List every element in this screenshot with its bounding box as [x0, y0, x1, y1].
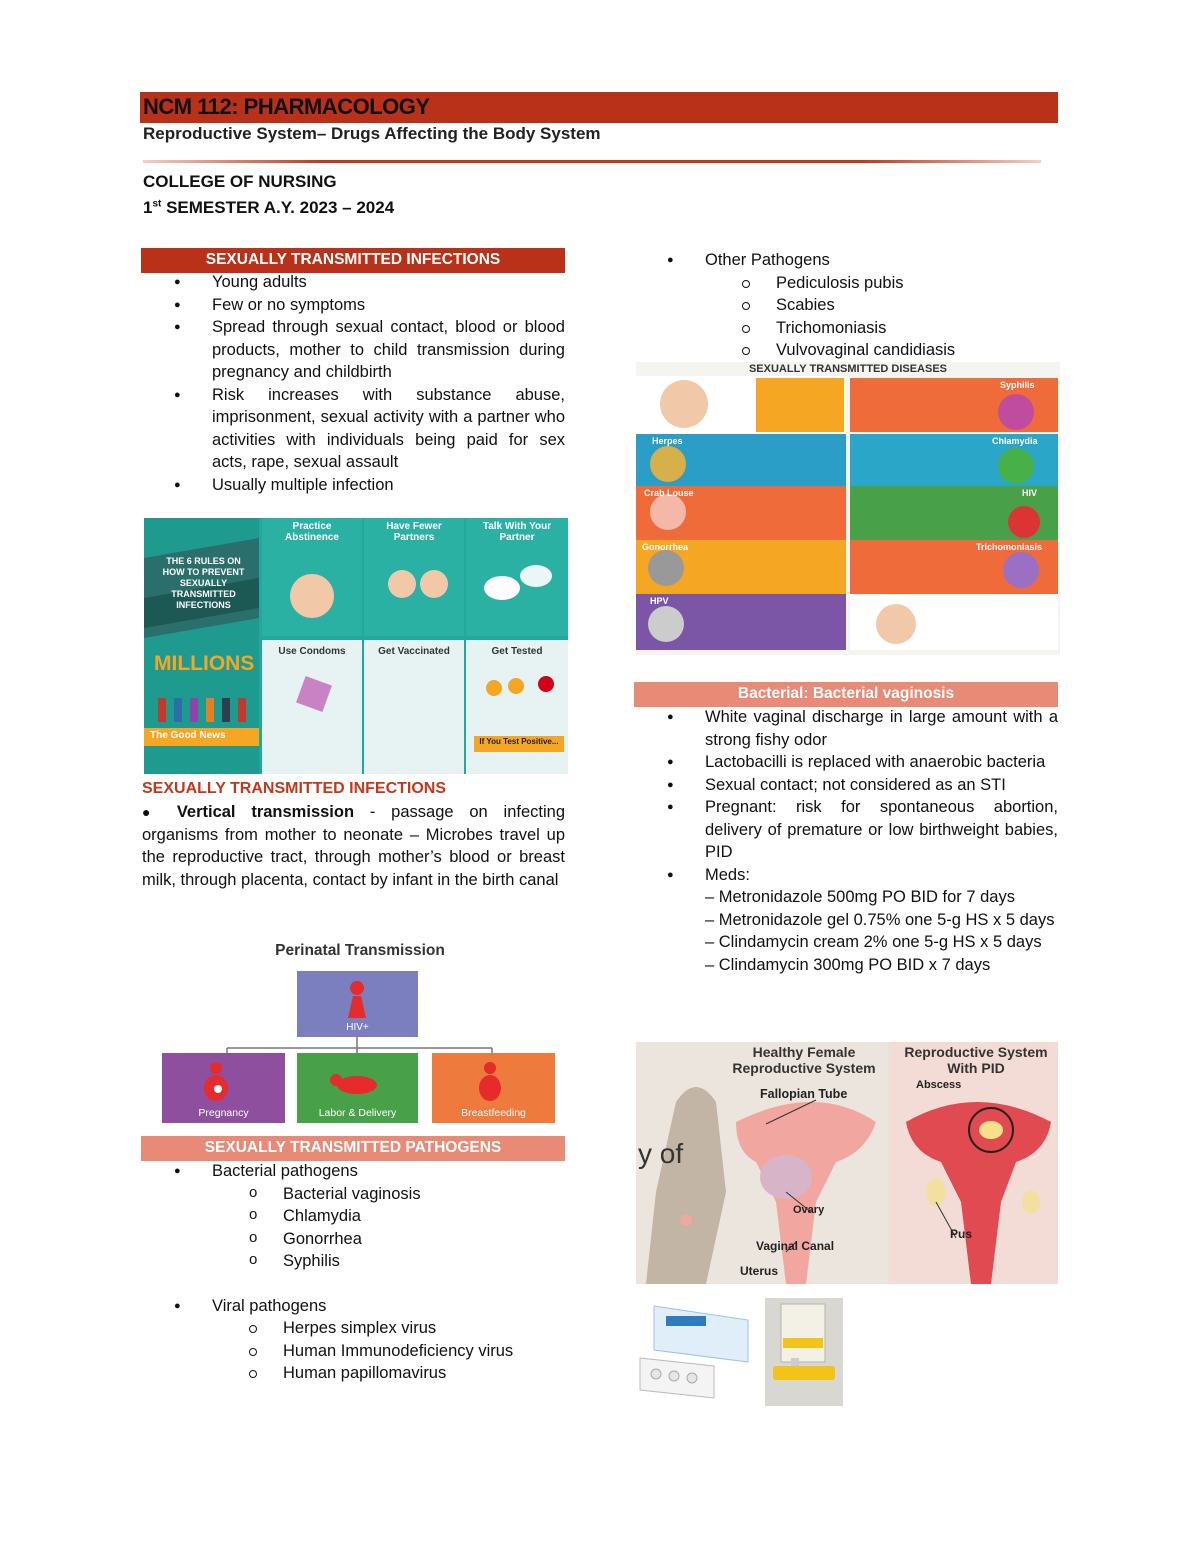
panel-use-condoms: Use Condoms	[278, 646, 346, 657]
list-item: Human papillomavirus	[141, 1362, 565, 1385]
panel-get-vaccinated: Get Vaccinated	[378, 646, 450, 657]
med-line: – Clindamycin cream 2% one 5-g HS x 5 days	[705, 933, 1042, 951]
clindamycin-cream-photo	[765, 1298, 843, 1406]
syphilis-label: Syphilis	[1000, 380, 1035, 390]
sti-section-bar: SEXUALLY TRANSMITTED INFECTIONS	[141, 248, 565, 273]
perinatal-transmission-diagram	[160, 940, 560, 1125]
list-item: ● White vaginal discharge in large amount with a strong fishy odor	[634, 706, 1058, 751]
good-news-label: The Good News	[150, 730, 226, 741]
other-pathogens-list	[634, 249, 1058, 362]
vertical-transmission-term: Vertical transmission	[176, 803, 355, 821]
pack-photo-graphic	[636, 1298, 758, 1406]
list-item: o Syphilis	[141, 1250, 565, 1273]
list-item: ● Young adults	[141, 271, 565, 294]
panel-talk-partner: Talk With Your Partner	[482, 521, 552, 543]
cropped-side-text: y of	[638, 1138, 684, 1169]
perinatal-root-label: HIV+	[346, 1022, 369, 1033]
prevention-banner-text: THE 6 RULES ON HOW TO PREVENT SEXUALLY TRANSMITTED INFECTIONS	[162, 556, 245, 610]
bacterial-pathogens-item: ● Bacterial pathogens	[141, 1160, 565, 1183]
list-item: Herpes simplex virus	[141, 1317, 565, 1340]
hiv-label: HIV	[1022, 488, 1038, 498]
std-infographic-title: SEXUALLY TRANSMITTED DISEASES	[748, 363, 948, 375]
panel-fewer-partners: Have Fewer Partners	[386, 521, 442, 543]
vaginal-canal-label: Vaginal Canal	[756, 1239, 835, 1253]
list-item: ● Usually multiple infection	[141, 474, 565, 497]
pid-figure-graphic	[636, 1042, 1058, 1284]
panel-get-tested: Get Tested	[491, 646, 543, 657]
test-positive-label: If You Test Positive...	[479, 737, 559, 746]
med-line: – Metronidazole 500mg PO BID for 7 days	[705, 888, 1015, 906]
pus-label: Pus	[950, 1227, 973, 1241]
list-item: ● Few or no symptoms	[141, 294, 565, 317]
vertical-transmission-heading: SEXUALLY TRANSMITTED INFECTIONS	[142, 780, 447, 797]
list-item: o Chlamydia	[141, 1205, 565, 1228]
hpv-label: HPV	[650, 596, 669, 606]
ovary-label: Ovary	[793, 1204, 825, 1216]
uterus-label: Uterus	[740, 1264, 779, 1278]
other-pathogens-item: ● Other Pathogens	[634, 249, 1058, 272]
gonorrhea-label: Gonorrhea	[642, 542, 689, 552]
page-title: NCM 112: PHARMACOLOGY	[143, 94, 430, 119]
med-line: – Metronidazole gel 0.75% one 5-g HS x 5 days	[705, 910, 1055, 929]
list-item: o Gonorrhea	[141, 1228, 565, 1251]
list-item: ● Pregnant: risk for spontaneous abortion, delivery of premature or low birthweight babies, PID	[634, 796, 1058, 864]
list-spacer	[141, 1273, 565, 1295]
healthy-system-title: Healthy Female Reproductive System	[732, 1044, 876, 1076]
herpes-label: Herpes	[652, 436, 683, 446]
abscess-label: Abscess	[916, 1079, 962, 1091]
list-item: Scabies	[634, 294, 1058, 317]
list-item: Human Immunodeficiency virus	[141, 1340, 565, 1363]
list-item: ● Lactobacilli is replaced with anaerobic bacteria	[634, 751, 1058, 774]
page-subtitle: Reproductive System– Drugs Affecting the Body System	[143, 124, 601, 143]
meds-item: ● Meds:	[634, 864, 1058, 887]
pid-comparison-figure	[636, 1042, 1058, 1284]
crab-louse-label: Crab Louse	[644, 488, 694, 498]
list-item: ● Risk increases with substance abuse, imprisonment, sexual activity with a partner who activities with individuals being paid for sex acts, rape, sexual assault	[141, 384, 565, 474]
list-item: ● Spread through sexual contact, blood or blood products, mother to child transmission during pregnancy and childbirth	[141, 316, 565, 384]
trichomoniasis-label: Trichomoniasis	[976, 542, 1043, 552]
chlamydia-label: Chlamydia	[992, 436, 1038, 446]
college-name: COLLEGE OF NURSING	[143, 172, 337, 191]
list-item: Pediculosis pubis	[634, 272, 1058, 295]
list-item: o Bacterial vaginosis	[141, 1183, 565, 1206]
pid-system-title: Reproductive System With PID	[904, 1044, 1048, 1076]
perinatal-title: Perinatal Transmission	[275, 942, 445, 959]
cream-photo-graphic	[765, 1298, 843, 1406]
breastfeeding-label: Breastfeeding	[461, 1107, 526, 1119]
pregnancy-label: Pregnancy	[198, 1107, 249, 1119]
list-item: Trichomoniasis	[634, 317, 1058, 340]
viral-pathogens-item: ● Viral pathogens	[141, 1295, 565, 1318]
sti-prevention-infographic	[144, 518, 568, 774]
pathogens-list	[141, 1160, 565, 1385]
labor-delivery-label: Labor & Delivery	[318, 1107, 397, 1119]
std-infographic-graphic	[636, 362, 1060, 655]
list-item: ● Sexual contact; not considered as an STI	[634, 774, 1058, 797]
list-item: Vulvovaginal candidiasis	[634, 339, 1058, 362]
sti-bullet-list	[141, 271, 565, 496]
panel-abstinence: Practice Abstinence	[285, 521, 339, 543]
semester-line: 1st SEMESTER A.Y. 2023 – 2024	[143, 198, 395, 217]
med-line: – Clindamycin 300mg PO BID x 7 days	[705, 955, 991, 974]
fallopian-tube-label: Fallopian Tube	[760, 1087, 848, 1101]
bv-bullet-list	[634, 706, 1058, 976]
vertical-transmission-paragraph: ● Vertical transmission - passage on infecting organisms from mother to neonate – Microbes travel up the reproductive tract, through mother’s blood or breast milk, through placenta, contact by infant in the birth canal	[142, 803, 565, 889]
header-divider	[143, 160, 1041, 163]
millions-label: MILLIONS	[154, 652, 255, 675]
std-infographic	[636, 362, 1060, 655]
pathogens-section-bar: SEXUALLY TRANSMITTED PATHOGENS	[141, 1136, 565, 1161]
bv-section-bar: Bacterial: Bacterial vaginosis	[634, 682, 1058, 707]
metronidazole-pack-photo	[636, 1298, 758, 1406]
